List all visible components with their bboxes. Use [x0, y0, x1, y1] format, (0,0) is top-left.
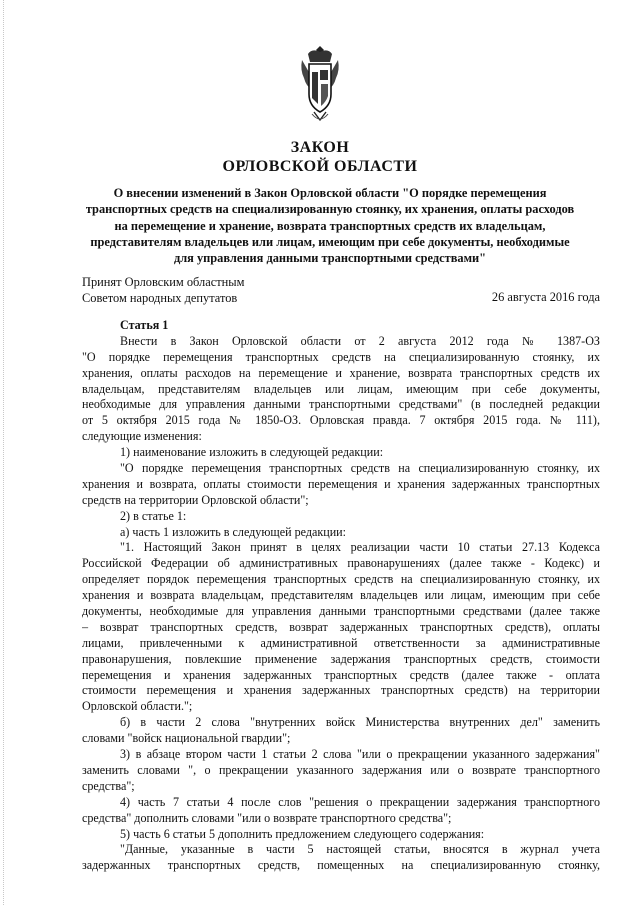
body-line: а) часть 1 изложить в следующей редакции:: [120, 524, 346, 539]
region-title: ОРЛОВСКОЙ ОБЛАСТИ: [222, 158, 418, 175]
body-line: 2) в статье 1:: [120, 508, 187, 523]
body-line: хранения и возврата владельцам, представителям владельцев или лицам, имеющим при себе: [82, 588, 600, 603]
body-line: 5) часть 6 статьи 5 дополнить предложением следующего содержания:: [120, 826, 485, 841]
adoption-line: Советом народных депутатов: [82, 291, 238, 305]
body-line: следующие изменения:: [82, 429, 202, 444]
body-line: хранения и возврата, оплаты стоимости перемещения и хранения задержанных транспортных: [82, 476, 600, 491]
body-line: – возврат транспортных средств, возврат задержанных транспортных средств), оплаты: [82, 619, 600, 634]
subject-line: транспортных средств на специализированную стоянку, их хранения, оплаты расходов: [85, 202, 575, 217]
subject-line: представителям владельцев или лицам, имеющим при себе документы, необходимые: [90, 234, 570, 249]
scan-margin-artifact: [3, 0, 6, 905]
document-body: [82, 318, 600, 874]
body-line: определяет порядок перемещения транспортных средств на специализированную стоянку, их: [82, 572, 600, 587]
body-line: "Данные, указанные в части 5 настоящей статьи, вносятся в журнал учета: [120, 842, 600, 857]
body-line: перемещения и хранения задержанных транспортных средств (далее также - оплата: [82, 667, 600, 682]
body-line: б) в части 2 слова "внутренних войск Министерства внутренних дел" заменить: [120, 715, 600, 730]
body-line: Российской Федерации об административных правонарушениях (далее также - Кодекс) и: [82, 556, 600, 571]
body-line: владельцам, представителям владельцев или лицам, имеющим при себе документы,: [82, 381, 600, 396]
body-line: "1. Настоящий Закон принят в целях реализации части 10 статьи 27.13 Кодекса: [120, 540, 600, 555]
body-line: средства" дополнить словами "или о возврате транспортного средства";: [82, 810, 452, 825]
law-subject: [60, 185, 600, 266]
body-line: Орловской области.";: [82, 699, 193, 714]
adoption-line: Принят Орловским областным: [82, 275, 245, 289]
subject-line: О внесении изменений в Закон Орловской области "О порядке перемещения: [113, 186, 547, 200]
body-line: Внести в Закон Орловской области от 2 августа 2012 года № 1387-ОЗ: [120, 333, 600, 348]
subject-line: на перемещение и хранение, возврата транспортных средств их владельцам,: [114, 218, 546, 233]
body-line: задержанных транспортных средств, помещенных на специализированную стоянку,: [82, 858, 600, 873]
body-line: словами "войск национальной гвардии";: [82, 731, 291, 746]
body-line: заменить словами ", о прекращении указанного задержания или о возврате транспортного: [82, 762, 600, 777]
body-line: лицами, привлеченными к административной ответственности за административные: [82, 635, 600, 650]
subject-line: для управления данными транспортными средствами": [173, 251, 487, 266]
body-line: 3) в абзаце втором части 1 статьи 2 слова "или о прекращении указанного задержания": [120, 747, 600, 762]
coat-of-arms-icon: [298, 44, 342, 124]
body-line: документы, необходимые для управления данными транспортными средствами (далее также: [82, 604, 600, 619]
body-line: 4) часть 7 статьи 4 после слов "решения о прекращении задержания транспортного: [120, 794, 600, 809]
body-line: "О порядке перемещения транспортных средств на специализированную стоянку, их: [120, 461, 600, 476]
adoption-block: [82, 274, 244, 306]
article-heading: Статья 1: [120, 318, 169, 332]
body-line: средства";: [82, 778, 135, 793]
body-line: средств на территории Орловской области";: [82, 492, 309, 507]
adoption-date: 26 августа 2016 года: [491, 290, 600, 304]
law-title: ЗАКОН: [290, 139, 350, 156]
body-line: правонарушения, повлекшие применение задержания транспортных средств, стоимости: [82, 651, 600, 666]
body-line: хранения, оплаты расходов на перемещение и хранение, возврата транспортных средств их: [82, 365, 600, 380]
body-line: от 5 октября 2015 года № 1850-ОЗ. Орловская правда. 7 октября 2015 года. № 111),: [82, 413, 600, 428]
body-line: необходимые для управления данными транспортными средствами" (в последней редакции: [82, 397, 600, 412]
body-line: 1) наименование изложить в следующей редакции:: [120, 445, 384, 460]
body-line: "О порядке перемещения транспортных средств на специализированную стоянку, их: [82, 349, 600, 364]
body-line: стоимости перемещения и хранения задержанных транспортных средств) на территории: [82, 683, 600, 698]
